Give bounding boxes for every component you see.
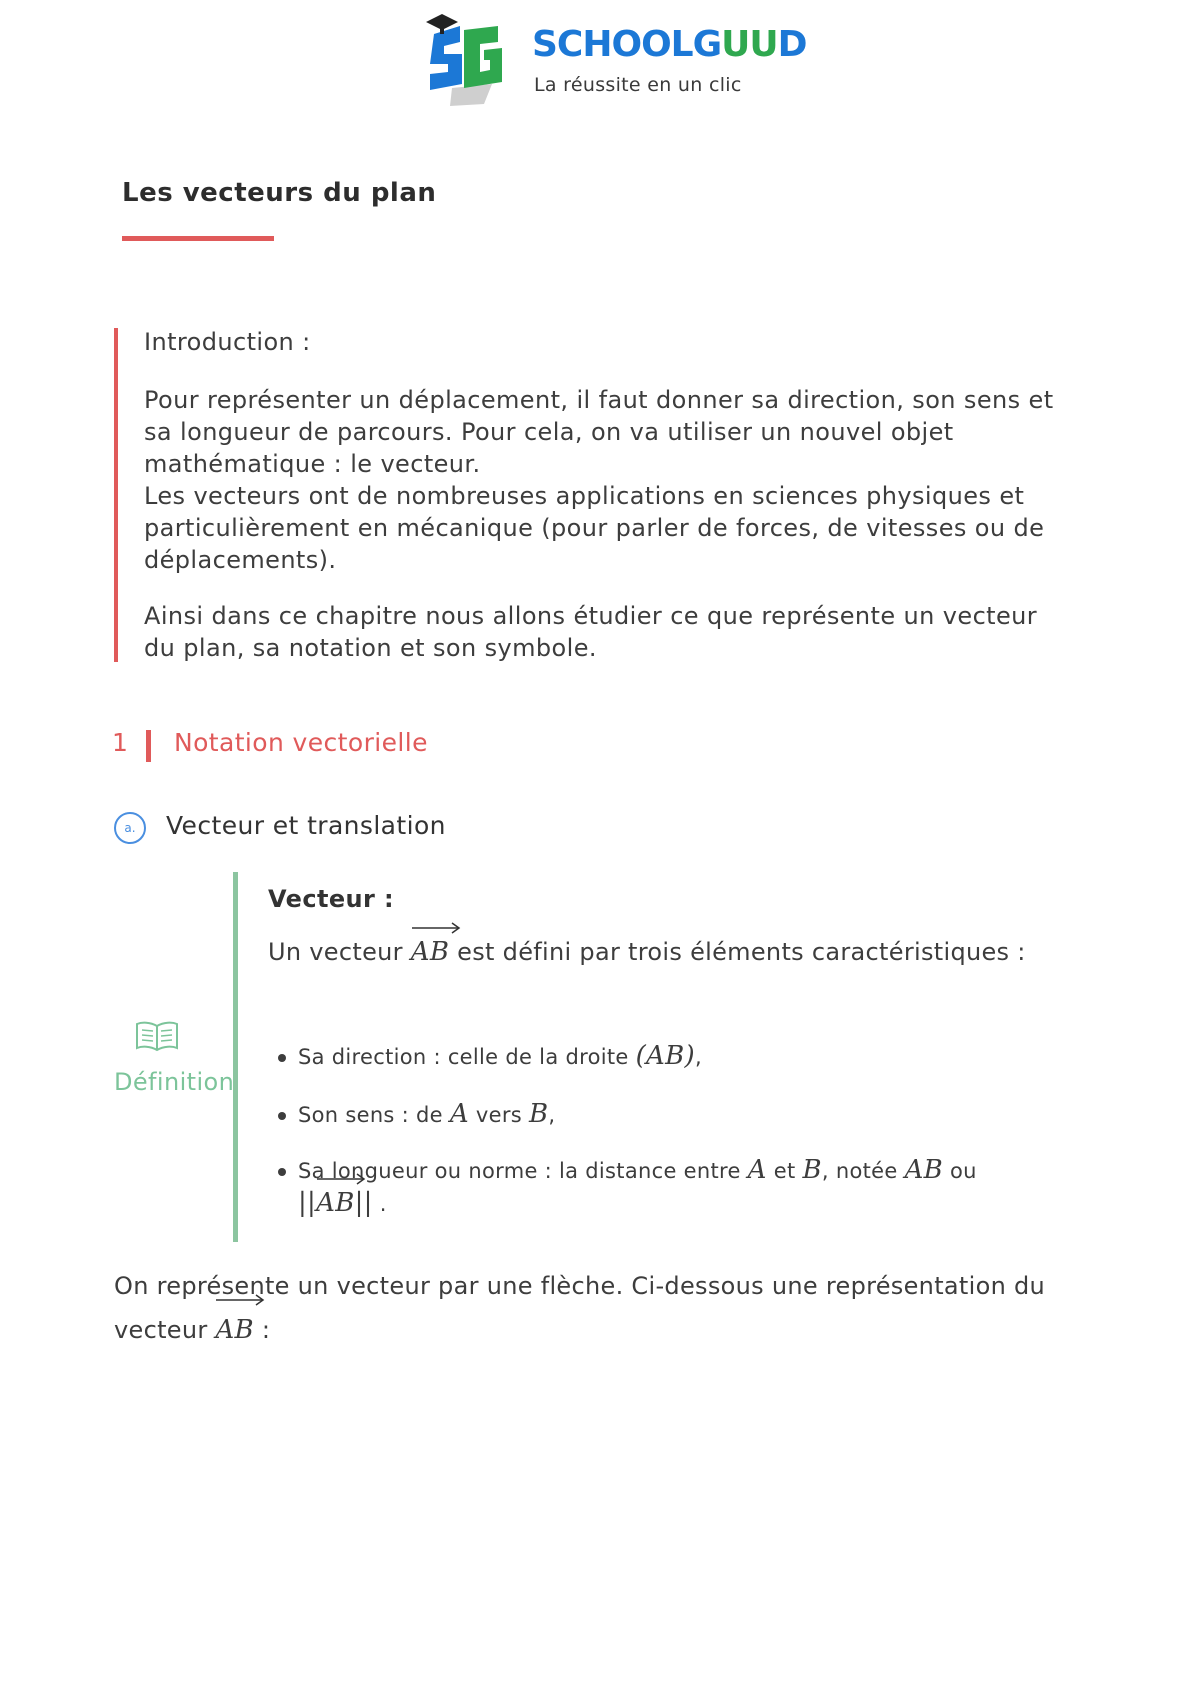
text: Un vecteur	[268, 938, 411, 966]
definition-intro	[268, 936, 1088, 968]
open-book-icon	[134, 1018, 180, 1054]
bullet-dot	[278, 1112, 286, 1120]
vector-arrow-icon	[215, 1294, 265, 1306]
intro-paragraph: Ainsi dans ce chapitre nous allons étudier ce que représente un vecteur du plan, sa notation et son symbole.	[144, 602, 1038, 662]
bullet-dot	[278, 1054, 286, 1062]
subsection-badge: a.	[114, 812, 146, 844]
sg-logo-icon	[422, 12, 522, 107]
vector-ab: AB	[215, 1308, 253, 1352]
page-title: Les vecteurs du plan	[122, 178, 437, 208]
intro-paragraph	[144, 384, 1074, 576]
vector-arrow-icon	[411, 922, 461, 934]
intro-accent-bar	[114, 328, 118, 662]
text: :	[253, 1316, 271, 1344]
text: On représente un vecteur par une flèche. Ci-dessous une représentation du vecteur	[114, 1272, 1046, 1344]
section-divider	[146, 730, 151, 762]
vector-ab: AB	[316, 1187, 354, 1219]
section-number: 1	[112, 728, 128, 757]
vector-ab: AB	[411, 936, 449, 968]
brand-tagline: La réussite en un clic	[534, 74, 742, 96]
bullet-dot	[278, 1168, 286, 1176]
definition-heading: Vecteur :	[268, 885, 394, 913]
vector-arrow-icon	[316, 1173, 366, 1185]
schoolgood-logo	[422, 12, 807, 107]
intro-paragraph-line: Pour représenter un déplacement, il faut donner sa direction, son sens et sa longueur de parcours. Pour cela, on va utiliser un nouvel objet mathématique : le vecteur.	[144, 386, 1054, 478]
definition-label: Définition	[114, 1068, 235, 1096]
text: est défini par trois éléments caractéristiques :	[449, 938, 1026, 966]
intro-heading: Introduction :	[144, 328, 311, 356]
outro-paragraph	[114, 1264, 1094, 1352]
subsection-title: Vecteur et translation	[166, 811, 446, 840]
definition-accent-bar	[233, 872, 238, 1242]
intro-paragraph-line: Les vecteurs ont de nombreuses applications en sciences physiques et particulièrement en mécanique (pour parler de forces, de vitesses ou de déplacements).	[144, 482, 1045, 574]
section-title: Notation vectorielle	[174, 728, 428, 757]
title-underline	[122, 236, 274, 241]
brand-name: SCHOOLGUUD	[532, 24, 807, 65]
